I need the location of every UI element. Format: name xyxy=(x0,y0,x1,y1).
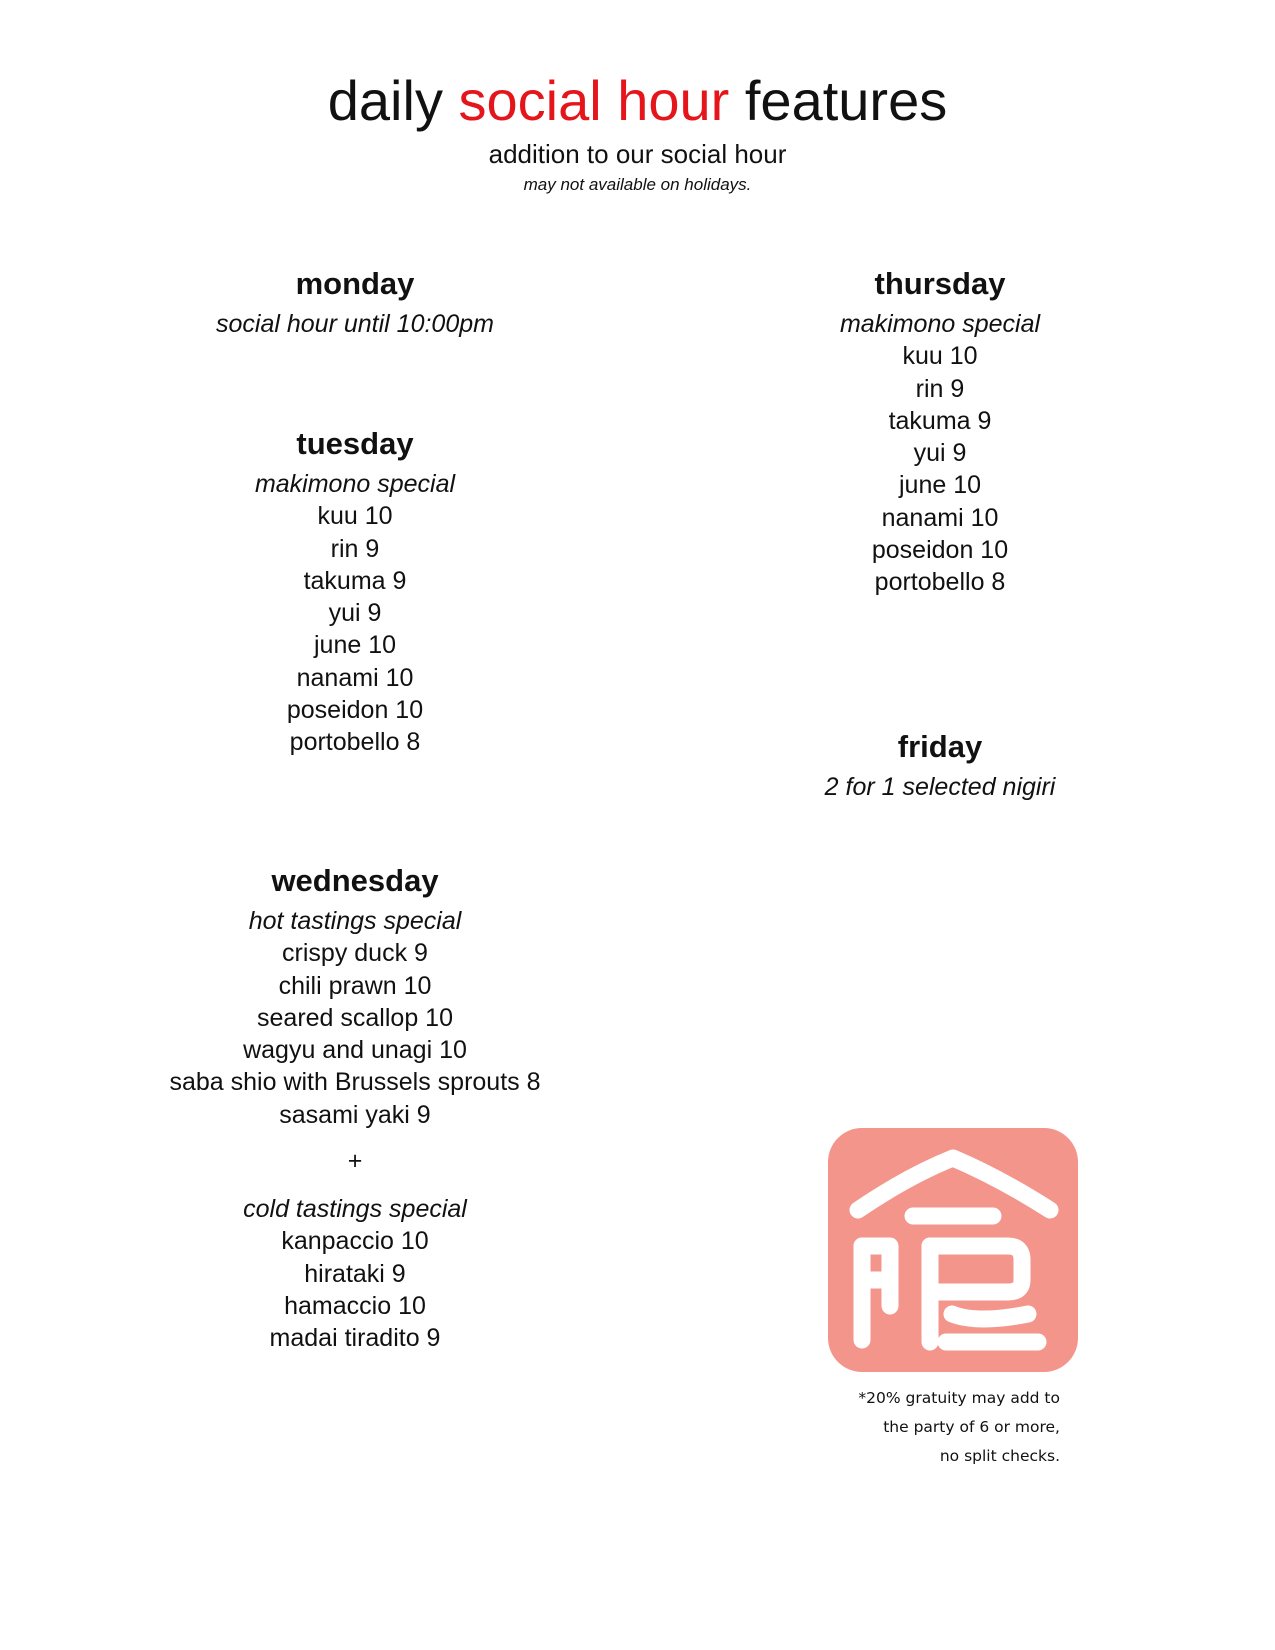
wednesday-section xyxy=(140,863,570,1355)
gratuity-line-3: no split checks. xyxy=(939,1447,1060,1465)
menu-item: seared scallop 10 xyxy=(257,1003,453,1032)
menu-item: rin 9 xyxy=(330,534,380,563)
day-title-wednesday: wednesday xyxy=(271,863,439,898)
plus-separator: + xyxy=(347,1147,363,1176)
menu-item: yui 9 xyxy=(328,599,382,628)
menu-item: nanami 10 xyxy=(296,663,414,692)
menu-item: kuu 10 xyxy=(902,342,978,371)
thursday-section xyxy=(725,266,1155,599)
menu-item: poseidon 10 xyxy=(871,536,1009,565)
day-title-friday: friday xyxy=(897,729,983,764)
friday-section xyxy=(725,729,1155,803)
monday-section xyxy=(140,266,570,340)
menu-item: hirataki 9 xyxy=(304,1259,406,1288)
menu-item: sasami yaki 9 xyxy=(279,1100,431,1129)
day-title-monday: monday xyxy=(295,266,415,301)
left-column xyxy=(140,0,570,1650)
subtitle: addition to our social hour xyxy=(488,139,787,169)
menu-item: chili prawn 10 xyxy=(278,971,432,1000)
menu-item: nanami 10 xyxy=(881,503,999,532)
wednesday-hot-special: hot tastings special xyxy=(248,907,462,935)
menu-item: saba shio with Brussels sprouts 8 xyxy=(169,1068,541,1097)
menu-item: takuma 9 xyxy=(888,406,992,435)
monday-special: social hour until 10:00pm xyxy=(216,310,494,338)
thursday-special: makimono special xyxy=(839,310,1041,338)
menu-item: madai tiradito 9 xyxy=(269,1324,441,1353)
friday-special: 2 for 1 selected nigiri xyxy=(824,773,1056,801)
menu-item: kanpaccio 10 xyxy=(281,1227,429,1256)
wednesday-cold-special: cold tastings special xyxy=(243,1195,467,1224)
menu-item: poseidon 10 xyxy=(286,696,424,725)
menu-item: rin 9 xyxy=(915,374,965,403)
title-part-1: daily xyxy=(327,69,443,132)
day-title-thursday: thursday xyxy=(874,266,1006,301)
menu-item: takuma 9 xyxy=(303,566,407,595)
title-accent: social hour xyxy=(458,69,730,132)
restaurant-logo-icon xyxy=(828,1128,1078,1372)
menu-item: yui 9 xyxy=(913,439,967,468)
holiday-note: may not available on holidays. xyxy=(523,175,752,194)
menu-item: portobello 8 xyxy=(874,568,1006,597)
gratuity-line-2: the party of 6 or more, xyxy=(883,1418,1060,1436)
tuesday-special: makimono special xyxy=(254,470,456,498)
menu-item: portobello 8 xyxy=(289,728,421,757)
menu-item: hamaccio 10 xyxy=(284,1291,426,1320)
menu-item: june 10 xyxy=(313,631,397,660)
gratuity-note xyxy=(830,1384,1060,1471)
menu-item: crispy duck 9 xyxy=(282,939,428,968)
menu-item: wagyu and unagi 10 xyxy=(243,1036,467,1065)
menu-item: june 10 xyxy=(898,471,982,500)
gratuity-line-1: *20% gratuity may add to xyxy=(858,1389,1060,1407)
tuesday-section xyxy=(140,426,570,759)
title-part-3: features xyxy=(744,69,948,132)
day-title-tuesday: tuesday xyxy=(296,426,414,461)
menu-item: kuu 10 xyxy=(317,502,393,531)
